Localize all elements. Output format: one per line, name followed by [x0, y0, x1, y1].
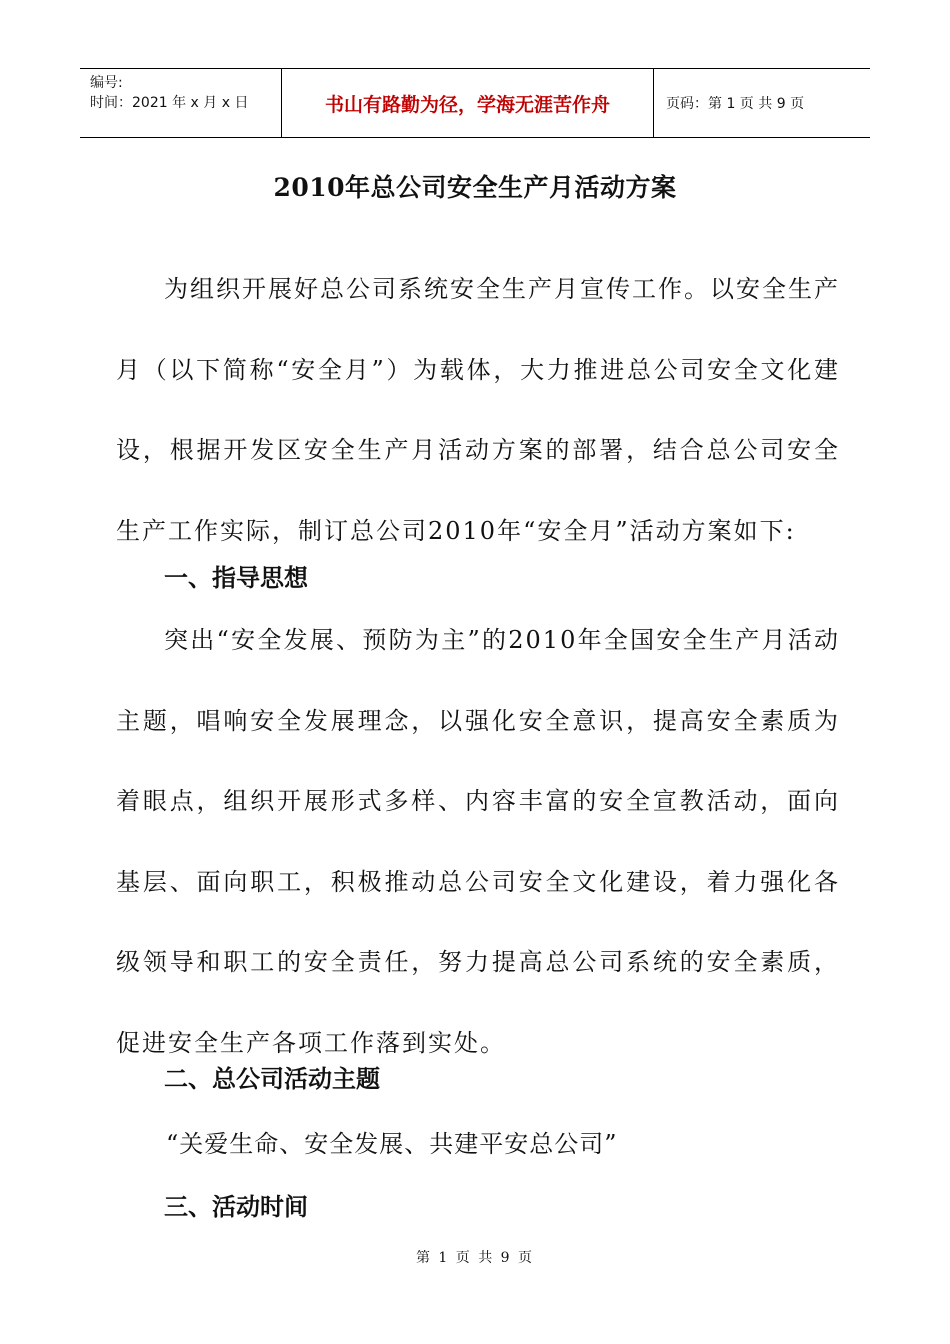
- intro-paragraph: 为组织开展好总公司系统安全生产月宣传工作。以安全生产月（以下简称“安全月”）为载体，大力推进总公司安全文化建设，根据开发区安全生产月活动方案的部署，结合总公司安全生产工作实际，制订总公司2010年“安全月”活动方案如下:: [116, 275, 840, 545]
- time-label: 时间：2021 年 x 月 x 日: [90, 95, 249, 111]
- page-info-text: 页码：第 1 页 共 9 页: [666, 96, 805, 112]
- section-3-heading: 三、活动时间: [164, 1193, 308, 1221]
- number-label: 编号:: [90, 75, 123, 91]
- section-1-body: 突出“安全发展、预防为主”的2010年全国安全生产月活动主题，唱响安全发展理念，以强化安全意识，提高安全素质为着眼点，组织开展形式多样、内容丰富的安全宣教活动，面向基层、面向职工，积极推动总公司安全文化建设，着力强化各级领导和职工的安全责任，努力提高总公司系统的安全素质，促进安全生产各项工作落到实处。: [116, 626, 840, 1057]
- document-header: [80, 68, 870, 138]
- section-2-heading: 二、总公司活动主题: [164, 1065, 380, 1093]
- document-title: 2010年总公司安全生产月活动方案: [273, 173, 677, 202]
- section-1-heading: 一、指导思想: [164, 564, 308, 592]
- header-meta: [80, 69, 282, 137]
- section-2-theme: “关爱生命、安全发展、共建平安总公司”: [166, 1130, 618, 1158]
- page-footer: 第 1 页 共 9 页: [415, 1250, 535, 1266]
- header-page-info: [654, 69, 870, 137]
- motto-text: 书山有路勤为径，学海无涯苦作舟: [324, 93, 610, 116]
- header-motto-cell: [282, 69, 654, 137]
